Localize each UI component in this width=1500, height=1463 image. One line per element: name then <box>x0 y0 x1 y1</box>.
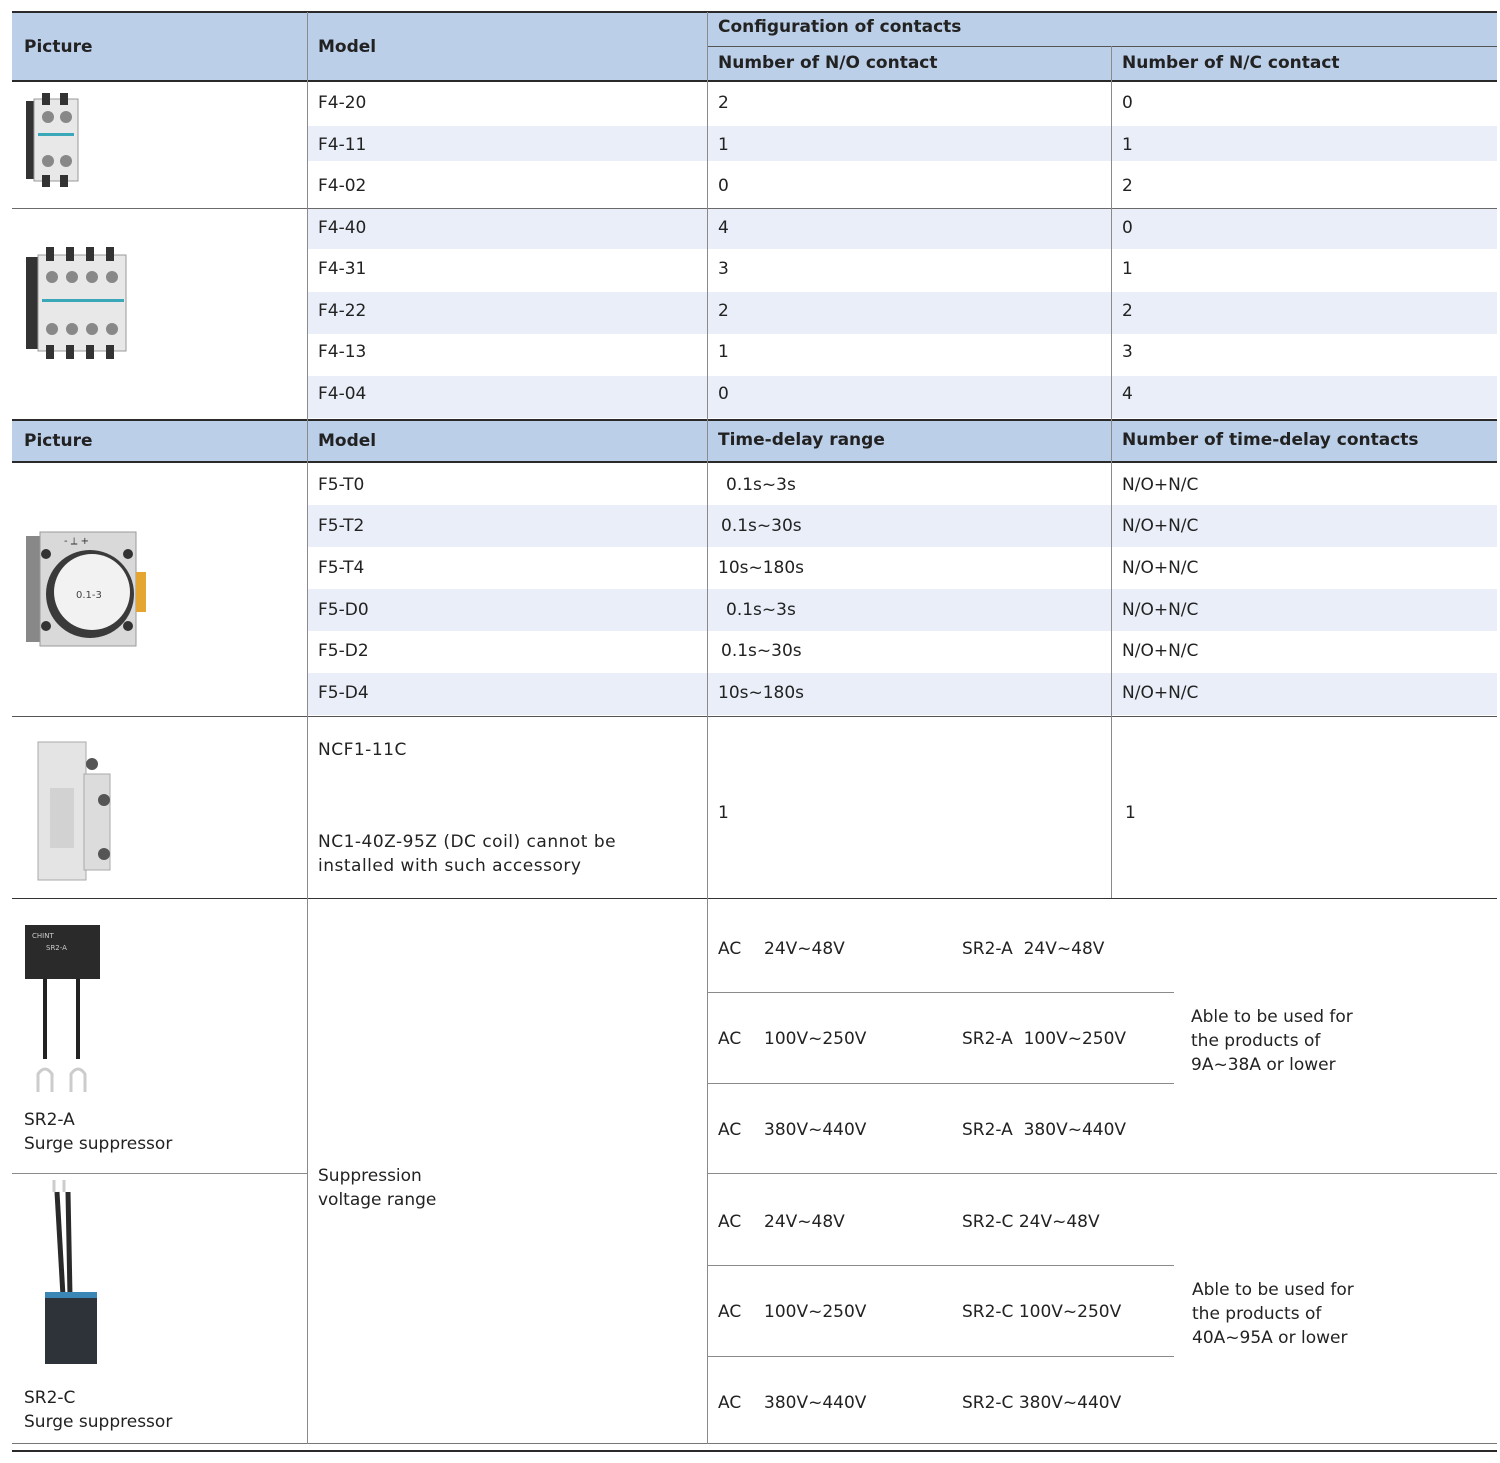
bottom-rule-1 <box>12 1443 1497 1444</box>
aux-contact-2pole-image <box>24 93 84 188</box>
aux-contact-4pole-image <box>24 247 130 359</box>
stripe-f4-04 <box>308 376 1497 418</box>
sr2c-row1-rule <box>707 1265 1174 1266</box>
sr2a-desc: Surge suppressor <box>24 1134 173 1154</box>
cell-no: 2 <box>718 93 729 113</box>
cell-no: 1 <box>718 135 729 155</box>
header-sub-rule <box>707 46 1497 47</box>
cell-model: F5-T0 <box>318 475 365 495</box>
header2-range: Time-delay range <box>718 430 885 450</box>
sr2c-model: SR2-C 100V~250V <box>962 1302 1122 1322</box>
sr2c-voltage: 24V~48V <box>764 1212 845 1232</box>
cell-nc: 1 <box>1122 135 1133 155</box>
sr2a-row2-rule <box>707 1083 1174 1084</box>
ncf1-nc: 1 <box>1125 803 1136 823</box>
cell-nc: 3 <box>1122 342 1133 362</box>
sr2c-name: SR2-C <box>24 1388 76 1408</box>
picture-divider <box>12 1173 307 1174</box>
cell-nc: 1 <box>1122 259 1133 279</box>
cell-model: F4-02 <box>318 176 367 196</box>
top-rule <box>12 11 1497 13</box>
sr2a-model: SR2-A 100V~250V <box>962 1029 1127 1049</box>
cell-no: 2 <box>718 301 729 321</box>
time-delay-block-image <box>24 528 148 650</box>
sr2-section-divider <box>707 1173 1497 1174</box>
svg-text:- ⟂ +: - ⟂ + <box>64 536 90 547</box>
cell-no: 0 <box>718 176 729 196</box>
cell-model: F5-T2 <box>318 516 365 536</box>
cell-nc: 4 <box>1122 384 1133 404</box>
sr2a-model: SR2-A 24V~48V <box>962 939 1105 959</box>
col-divider-2 <box>707 12 708 1444</box>
header-picture: Picture <box>24 37 93 57</box>
sr2c-model: SR2-C 24V~48V <box>962 1212 1100 1232</box>
sr2c-voltage: 380V~440V <box>764 1393 867 1413</box>
ncf1-note: NC1-40Z-95Z (DC coil) cannot be installed with such accessory <box>318 832 617 876</box>
cell-range: 0.1s~3s <box>726 600 796 620</box>
ncf1-model: NCF1-11C <box>318 740 407 760</box>
cell-model: F4-31 <box>318 259 367 279</box>
sr2a-voltage: 24V~48V <box>764 939 845 959</box>
col-divider-1 <box>307 12 308 1444</box>
sr2c-ac: AC <box>718 1302 742 1322</box>
header2-picture: Picture <box>24 431 93 451</box>
bottom-rule-2 <box>12 1450 1497 1452</box>
header2-top-rule <box>12 419 1497 421</box>
header1-bottom-rule <box>12 80 1497 82</box>
sr2a-ac: AC <box>718 939 742 959</box>
group-divider <box>12 208 1497 209</box>
sr2a-ac: AC <box>718 1120 742 1140</box>
cell-range: 0.1s~3s <box>726 475 796 495</box>
svg-text:0.1-3: 0.1-3 <box>76 590 102 601</box>
cell-model: F4-22 <box>318 301 367 321</box>
cell-contacts: N/O+N/C <box>1122 600 1199 620</box>
cell-contacts: N/O+N/C <box>1122 516 1199 536</box>
header2-contacts: Number of time-delay contacts <box>1122 430 1419 450</box>
stripe-f4-22 <box>308 292 1497 334</box>
cell-contacts: N/O+N/C <box>1122 641 1199 661</box>
cell-model: F4-13 <box>318 342 367 362</box>
stripe-f5-d0 <box>308 589 1497 631</box>
cell-model: F4-20 <box>318 93 367 113</box>
sr2a-note: Able to be used for the products of 9A~38A or lower <box>1191 1007 1353 1075</box>
sr2a-row1-rule <box>707 992 1174 993</box>
sr2c-model: SR2-C 380V~440V <box>962 1393 1122 1413</box>
sr2a-voltage: 380V~440V <box>764 1120 867 1140</box>
cell-no: 3 <box>718 259 729 279</box>
cell-model: F4-11 <box>318 135 367 155</box>
cell-contacts: N/O+N/C <box>1122 558 1199 578</box>
svg-text:CHINT: CHINT <box>32 932 54 940</box>
cell-nc: 0 <box>1122 218 1133 238</box>
sr2a-voltage: 100V~250V <box>764 1029 867 1049</box>
cell-contacts: N/O+N/C <box>1122 683 1199 703</box>
stripe-f4-11 <box>308 126 1497 161</box>
cell-model: F5-D4 <box>318 683 369 703</box>
cell-no: 4 <box>718 218 729 238</box>
stripe-f5-d4 <box>308 673 1497 715</box>
cell-nc: 2 <box>1122 301 1133 321</box>
stripe-f5-t2 <box>308 505 1497 547</box>
cell-range: 0.1s~30s <box>721 516 802 536</box>
cell-no: 1 <box>718 342 729 362</box>
sr2c-ac: AC <box>718 1393 742 1413</box>
sr2a-ac: AC <box>718 1029 742 1049</box>
sr2c-row2-rule <box>707 1356 1174 1357</box>
header2-model: Model <box>318 431 377 451</box>
f5-bottom-rule <box>12 716 1497 717</box>
cell-nc: 0 <box>1122 93 1133 113</box>
ncf1-bottom-rule <box>12 898 1497 899</box>
side-contact-image <box>36 738 112 884</box>
cell-range: 0.1s~30s <box>721 641 802 661</box>
cell-model: F5-D0 <box>318 600 369 620</box>
cell-model: F4-40 <box>318 218 367 238</box>
header-no-contact: Number of N/O contact <box>718 53 938 73</box>
sr2c-note: Able to be used for the products of 40A~95A or lower <box>1192 1280 1354 1348</box>
sr2c-voltage: 100V~250V <box>764 1302 867 1322</box>
cell-no: 0 <box>718 384 729 404</box>
cell-range: 10s~180s <box>718 558 805 578</box>
sr2a-image <box>24 924 102 1094</box>
stripe-f4-40 <box>308 209 1497 249</box>
cell-nc: 2 <box>1122 176 1133 196</box>
cell-model: F4-04 <box>318 384 367 404</box>
header2-bottom-rule <box>12 461 1497 463</box>
sr2c-ac: AC <box>718 1212 742 1232</box>
svg-text:SR2-A: SR2-A <box>46 944 67 952</box>
sr2a-name: SR2-A <box>24 1110 75 1130</box>
cell-model: F5-T4 <box>318 558 365 578</box>
header-configuration: Configuration of contacts <box>718 17 962 37</box>
cell-contacts: N/O+N/C <box>1122 475 1199 495</box>
ncf1-no: 1 <box>718 803 729 823</box>
sr2c-image <box>40 1180 100 1368</box>
sr2c-desc: Surge suppressor <box>24 1412 173 1432</box>
suppression-voltage-label: Suppression voltage range <box>318 1166 437 1210</box>
header-nc-contact: Number of N/C contact <box>1122 53 1340 73</box>
col-divider-3 <box>1111 46 1112 898</box>
sr2a-model: SR2-A 380V~440V <box>962 1120 1127 1140</box>
cell-model: F5-D2 <box>318 641 369 661</box>
cell-range: 10s~180s <box>718 683 805 703</box>
header-model: Model <box>318 37 377 57</box>
